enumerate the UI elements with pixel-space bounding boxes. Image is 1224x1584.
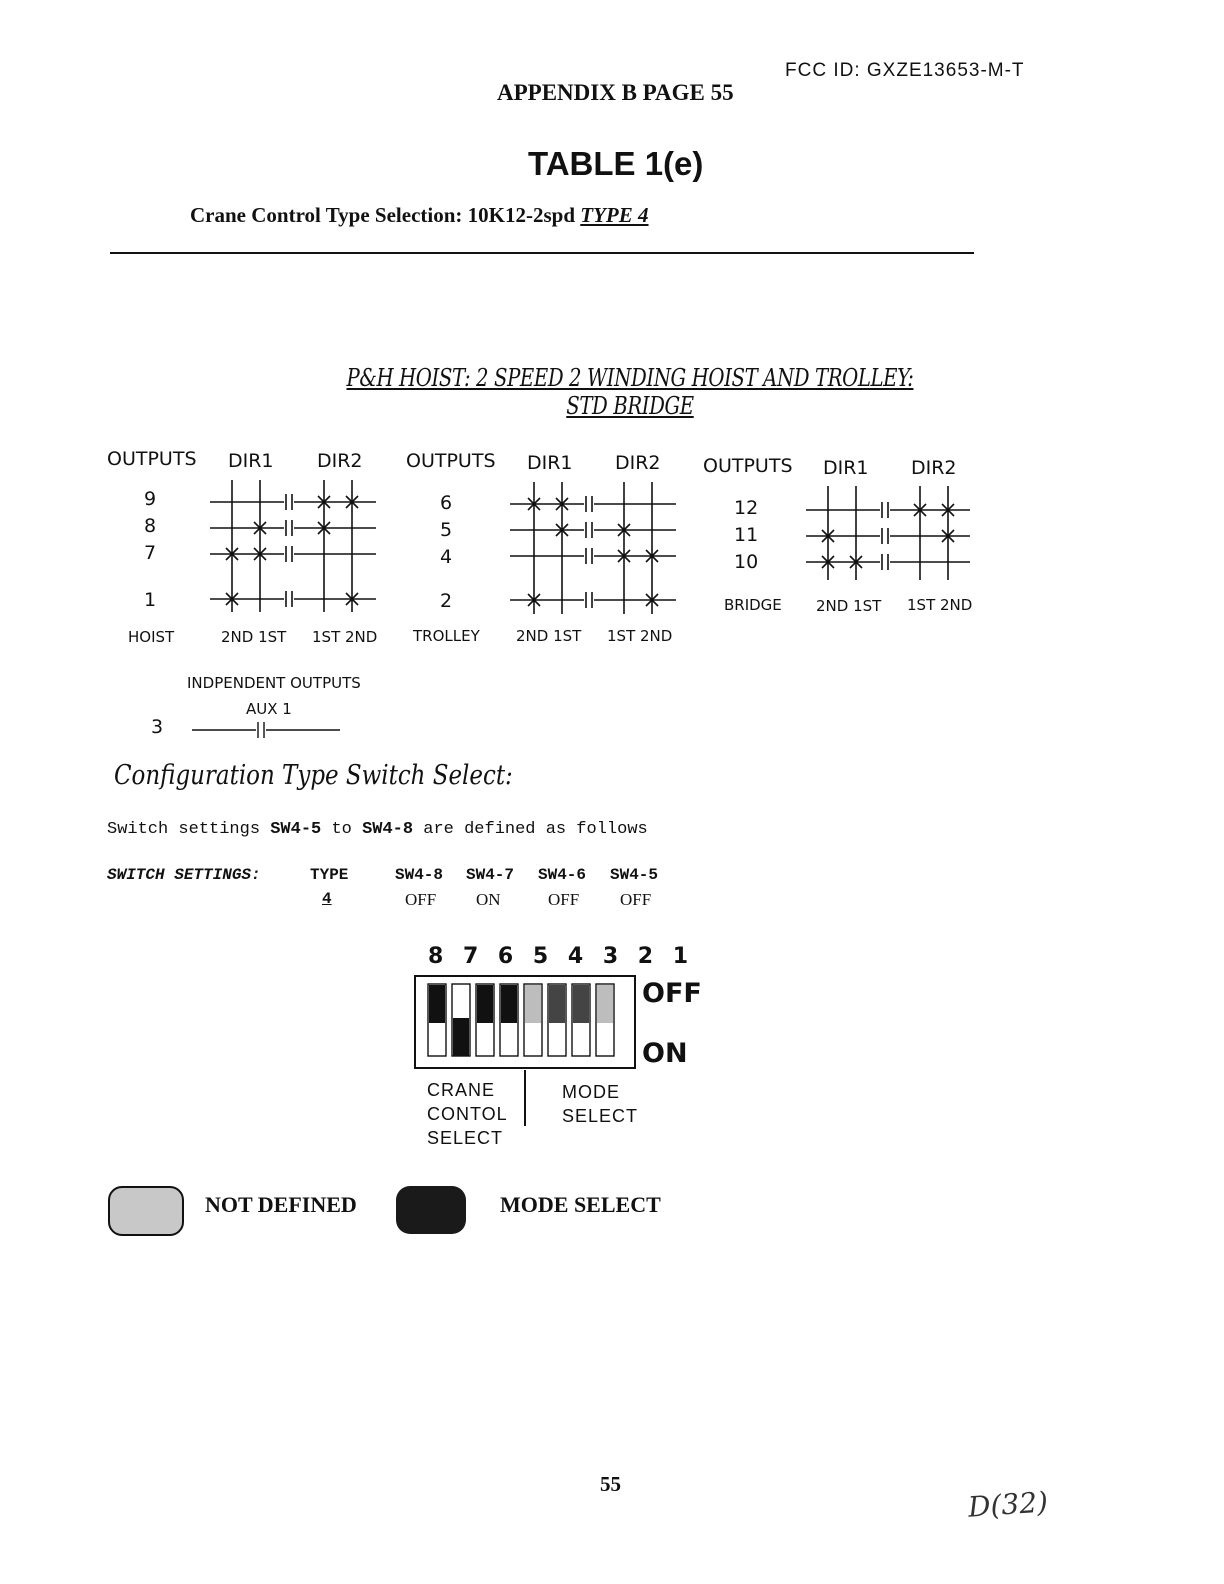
- not-defined-label: NOT DEFINED: [205, 1192, 357, 1217]
- dip-switch-lever-5: [501, 985, 517, 1023]
- bridge-row-10: 10: [734, 551, 759, 573]
- subtitle-prefix: Crane Control Type Selection: 10K12-2spd: [190, 203, 581, 227]
- mode-select-swatch: [396, 1186, 466, 1234]
- dip-switch-lever-3: [549, 985, 565, 1023]
- diagram-title-line1: P&H HOIST: 2 SPEED 2 WINDING HOIST AND TROLLEY:: [346, 364, 914, 392]
- trolley-dir1-label: DIR1: [527, 452, 573, 474]
- bridge-left-speeds: 2ND 1ST: [816, 597, 882, 615]
- bridge-row-11: 11: [734, 524, 759, 546]
- crane-control-select-label: [427, 1078, 508, 1150]
- dip-switch-lever-4: [525, 985, 541, 1023]
- hoist-dir2-label: DIR2: [317, 450, 363, 472]
- sw4-7-value: ON: [476, 890, 501, 909]
- subtitle: [190, 203, 649, 228]
- appendix-heading: APPENDIX B PAGE 55: [497, 80, 734, 105]
- hoist-switch-matrix: [200, 474, 390, 624]
- trolley-outputs-label: OUTPUTS: [406, 450, 496, 472]
- desc-part-3: are defined as follows: [413, 820, 648, 839]
- select-line: SELECT: [427, 1128, 504, 1148]
- dip-switch-lever-2: [573, 985, 589, 1023]
- dip-switch-lever-7: [453, 1018, 469, 1056]
- bridge-dir1-label: DIR1: [823, 457, 869, 479]
- desc-sw-a: SW4-5: [270, 820, 322, 839]
- hoist-outputs-label: OUTPUTS: [107, 448, 197, 470]
- sw4-8-header: SW4-8: [395, 866, 444, 884]
- switch-settings-label: SWITCH SETTINGS:: [107, 866, 261, 884]
- trolley-row-4: 4: [440, 546, 453, 568]
- mode-select-line: SELECT: [562, 1106, 639, 1126]
- trolley-switch-matrix: [498, 476, 688, 626]
- subtitle-type: TYPE 4: [580, 203, 649, 227]
- page-number: 55: [600, 1472, 621, 1496]
- trolley-row-6: 6: [440, 492, 453, 514]
- bridge-right-speeds: 1ST 2ND: [907, 596, 973, 614]
- hoist-row-1: 1: [144, 589, 157, 611]
- desc-part-1: Switch settings: [107, 820, 271, 839]
- dip-switch-lever-8: [429, 985, 445, 1023]
- sw4-7-header: SW4-7: [466, 866, 515, 884]
- trolley-right-speeds: 1ST 2ND: [607, 627, 673, 645]
- diagram-title: [327, 364, 934, 420]
- hoist-row-7: 7: [144, 542, 157, 564]
- hoist-row-9: 9: [144, 488, 157, 510]
- trolley-row-2: 2: [440, 590, 453, 612]
- desc-part-2: to: [321, 820, 363, 839]
- independent-outputs-label: INDPENDENT OUTPUTS: [187, 674, 361, 692]
- hoist-left-speeds: 2ND 1ST: [221, 628, 287, 646]
- aux1-label: AUX 1: [246, 700, 292, 718]
- crane-line: CRANE: [427, 1080, 496, 1100]
- not-defined-swatch: [108, 1186, 184, 1236]
- bridge-dir2-label: DIR2: [911, 457, 957, 479]
- dip-off-label: OFF: [642, 978, 702, 1009]
- bridge-name: BRIDGE: [724, 596, 782, 614]
- sw4-6-header: SW4-6: [538, 866, 587, 884]
- table-title: TABLE 1(e): [528, 145, 704, 182]
- hoist-right-speeds: 1ST 2ND: [312, 628, 378, 646]
- config-title: Configuration Type Switch Select:: [114, 760, 513, 791]
- trolley-name: TROLLEY: [413, 627, 480, 645]
- mode-line: MODE: [562, 1082, 620, 1102]
- mode-select-group-label: [562, 1080, 638, 1128]
- independent-output-3: 3: [151, 716, 164, 738]
- hoist-name: HOIST: [128, 628, 175, 646]
- fcc-id: FCC ID: GXZE13653-M-T: [785, 60, 1025, 81]
- type-value: 4: [322, 890, 332, 908]
- trolley-dir2-label: DIR2: [615, 452, 661, 474]
- switch-description: [107, 820, 648, 839]
- dip-switch-lever-6: [477, 985, 493, 1023]
- bridge-outputs-label: OUTPUTS: [703, 455, 793, 477]
- bridge-row-12: 12: [734, 497, 759, 519]
- dip-switch-numbers: 8 7 6 5 4 3 2 1: [428, 944, 695, 969]
- sw4-6-value: OFF: [548, 890, 580, 909]
- dip-on-label: ON: [642, 1038, 688, 1069]
- sw4-5-header: SW4-5: [610, 866, 659, 884]
- handwritten-note: D(32): [966, 1485, 1049, 1524]
- dip-group-divider: [524, 1070, 526, 1126]
- bridge-switch-matrix: [794, 482, 984, 592]
- sw4-8-value: OFF: [405, 890, 437, 909]
- aux1-contact: [190, 718, 350, 740]
- trolley-left-speeds: 2ND 1ST: [516, 627, 582, 645]
- trolley-row-5: 5: [440, 519, 453, 541]
- dip-switch-lever-1: [597, 985, 613, 1023]
- mode-select-label: MODE SELECT: [500, 1192, 661, 1217]
- sw4-5-value: OFF: [620, 890, 652, 909]
- contol-line: CONTOL: [427, 1104, 508, 1124]
- hoist-dir1-label: DIR1: [228, 450, 274, 472]
- dip-switch-levers: [424, 982, 630, 1062]
- desc-sw-b: SW4-8: [362, 820, 414, 839]
- diagram-title-line2: STD BRIDGE: [566, 392, 694, 420]
- horizontal-rule: [110, 252, 974, 254]
- hoist-row-8: 8: [144, 515, 157, 537]
- type-header: TYPE: [310, 866, 349, 884]
